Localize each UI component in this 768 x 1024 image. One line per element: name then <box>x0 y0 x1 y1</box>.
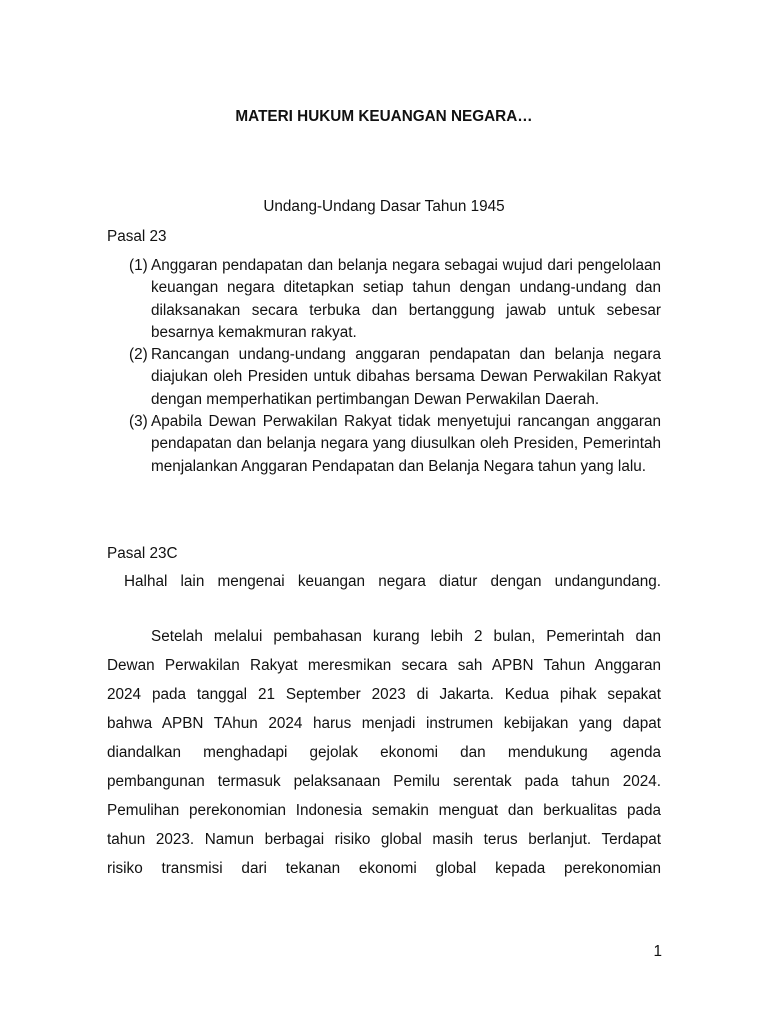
body-line: 2024 pada tanggal 21 September 2023 di Jakarta. Kedua pihak sepakat <box>107 686 661 703</box>
section-subtitle: Undang-Undang Dasar Tahun 1945 <box>263 198 505 215</box>
body-line: Setelah melalui pembahasan kurang lebih 2 bulan, Pemerintah dan <box>151 628 661 645</box>
ayat-text: Rancangan undang-undang anggaran pendapatan dan belanja negara diajukan oleh Presiden untuk dibahas bersama Dewan Perwakilan Rakyat dengan memperhatikan pertimbangan Dewan Perwakilan Daerah. <box>151 346 661 408</box>
ayat-item-3 <box>129 411 661 478</box>
page-number: 1 <box>653 943 662 960</box>
ayat-text: Apabila Dewan Perwakilan Rakyat tidak menyetujui rancangan anggaran pendapatan dan belanja negara yang diusulkan oleh Presiden, Pemerintah menjalankan Anggaran Pendapatan dan Belanja Negara tahun yang lalu. <box>151 413 661 475</box>
body-line: risiko transmisi dari tekanan ekonomi global kepada perekonomian <box>107 860 661 877</box>
body-line: diandalkan menghadapi gejolak ekonomi dan mendukung agenda <box>107 744 661 761</box>
body-line: Pemulihan perekonomian Indonesia semakin menguat dan berkualitas pada <box>107 802 661 819</box>
pasal-23-ayat-list <box>129 255 661 478</box>
document-title: MATERI HUKUM KEUANGAN NEGARA… <box>235 108 533 125</box>
body-line: tahun 2023. Namun berbagai risiko global masih terus berlanjut. Terdapat <box>107 831 661 848</box>
ayat-number: (2) <box>129 346 148 364</box>
body-paragraph <box>107 622 661 883</box>
ayat-number: (1) <box>129 257 148 274</box>
ayat-number: (3) <box>129 413 148 431</box>
body-line: Dewan Perwakilan Rakyat meresmikan secara sah APBN Tahun Anggaran <box>107 657 661 674</box>
pasal-23-heading: Pasal 23 <box>107 228 167 245</box>
body-line: bahwa APBN TAhun 2024 harus menjadi instrumen kebijakan yang dapat <box>107 715 661 732</box>
ayat-text: Anggaran pendapatan dan belanja negara sebagai wujud dari pengelolaan keuangan negara ditetapkan setiap tahun dengan undang-undang dan dilaksanakan secara terbuka dan bertanggung jawab untuk sebesar besarnya kemakmuran rakyat. <box>151 257 661 341</box>
body-line: pembangunan termasuk pelaksanaan Pemilu serentak pada tahun 2024. <box>107 773 661 790</box>
ayat-item-1 <box>129 255 661 344</box>
ayat-item-2 <box>129 344 661 411</box>
pasal-23c-text: Halhal lain mengenai keuangan negara diatur dengan undangundang. <box>124 573 661 590</box>
pasal-23c-heading: Pasal 23C <box>107 545 178 562</box>
